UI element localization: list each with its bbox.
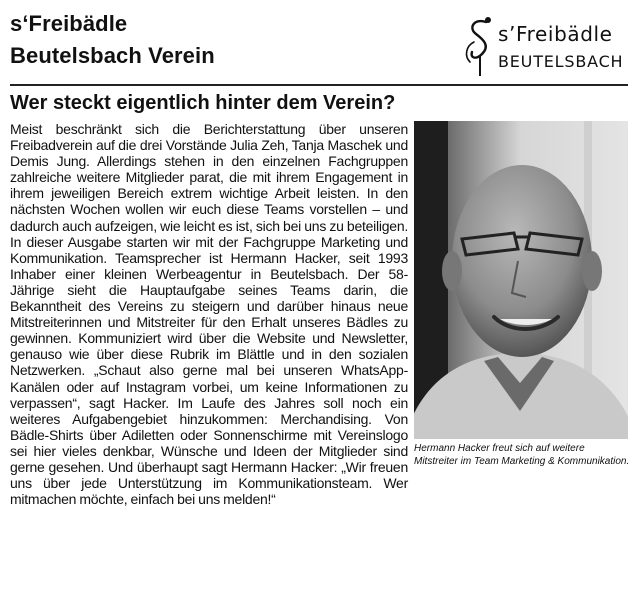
swimmer-logo-icon xyxy=(460,12,500,78)
page-title xyxy=(10,8,215,72)
photo-caption: Hermann Hacker freut sich auf weitere Mitstreiter im Team Marketing & Kommunikation. xyxy=(414,443,630,467)
portrait-photo xyxy=(414,121,628,439)
title-line-2: Beutelsbach Verein xyxy=(10,43,215,68)
logo-text-line-2: BEUTELSBACH xyxy=(498,52,624,71)
freibaedle-logo xyxy=(460,12,630,78)
logo-text-line-1: s’Freibädle xyxy=(498,22,613,46)
article-headline: Wer steckt eigentlich hinter dem Verein? xyxy=(10,92,396,114)
header-divider xyxy=(10,84,628,86)
article-body-text: Meist beschränkt sich die Berichterstattung über unseren Freibadverein auf die drei Vorstände Julia Zeh, Tanja Maschek und Demis Jung. Allerdings stehen in den einzelnen Fachgruppen zahlreiche weitere Mitglieder parat, die mit ihrem Engagement in ihrem jeweiligen Bereich extrem wichtige Arbeit leisten. In den nächsten Wochen wollen wir euch diese Teams vorstellen – und dadurch auch aufzeigen, wie leicht es ist, sich bei uns zu beteiligen. In dieser Ausgabe starten wir mit der Fachgruppe Marketing und Kommunikation. Teamsprecher ist Hermann Hacker, seit 1993 Inhaber einer kleinen Werbeagentur in Beutelsbach. Der 58-Jährige sieht die Hauptaufgabe seines Teams darin, die Bekanntheit des Vereins zu steigern und darüber hinaus neue Mitstreiterinnen und Mitstreiter für den Erhalt unseres Bädles zu gewinnen. Kommuniziert wird über die Website und Newsletter, genauso wie über diese Rubrik im Blättle und in den sozialen Netzwerken. „Schaut also gerne mal bei unseren WhatsApp-Kanälen oder auf Instagram vorbei, um keine Informationen zu verpassen“, sagt Hacker. Im Laufe des Jahres soll noch ein weiteres Aufgabengebiet hinzukommen: Merchandising. Von Bädle-Shirts über Adiletten oder Sonnenschirme mit Vereinslogo sei hier vieles denkbar, Wünsche und Ideen der Mitglieder sind gerne gesehen. Und überhaupt sagt Hermann Hacker: „Wir freuen uns über jede Unterstützung im Kommunikationsteam. Wer mitmachen möchte, einfach bei uns melden!“ xyxy=(10,121,408,508)
portrait-image xyxy=(414,121,628,439)
title-line-1: s‘Freibädle xyxy=(10,11,128,36)
